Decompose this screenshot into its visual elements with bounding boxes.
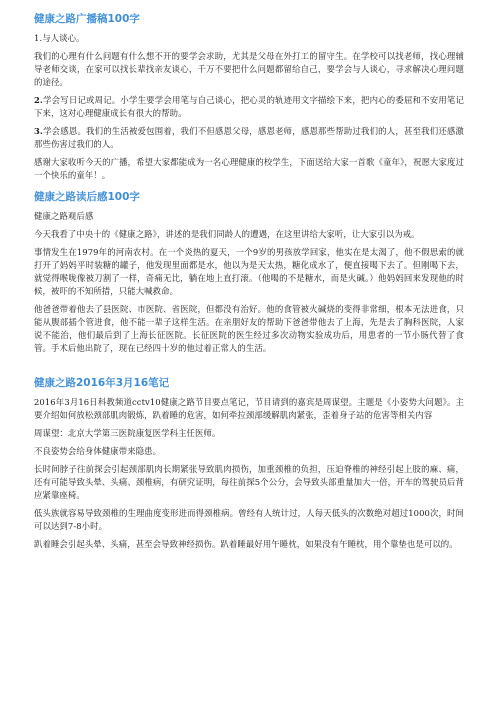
- paragraph: 不良姿势会给身体健康带来隐患。: [34, 446, 162, 456]
- paragraph: 今天我看了中央十的《健康之路》，讲述的是我们同龄人的遭遇，在这里讲给大家听，让大家引以为戒。: [34, 229, 420, 239]
- section-title-notes: 健康之路2016年3月16笔记: [34, 377, 170, 389]
- paragraph: [34, 125, 464, 151]
- list-number: 1.: [34, 33, 43, 43]
- list-number: 2.: [34, 95, 43, 105]
- paragraph: 周谋望：北京大学第三医院康复医学科主任医师。: [34, 428, 221, 438]
- paragraph: 我们的心理有什么问题有什么想不开的要学会求助，尤其是父母在外打工的留守生。在学校可以找老师，找心理辅导老师交谈，在家可以找长辈找亲友谈心，千万不要把什么问题都留给自己，要学会与人谈心，寻求解决心理问题的途径。: [34, 51, 464, 87]
- paragraph: 2016年3月16日科教频道cctv10健康之路节目要点笔记，节目请到的嘉宾是周谋望。主题是《小姿势大问题》。主要介绍如何放松颈部肌肉锻炼，趴着睡的危害，如何牵拉颈部缓解肌肉紧张，歪着身子站的危害等相关内容: [34, 397, 464, 420]
- paragraph: 健康之路观后感: [34, 211, 94, 221]
- paragraph: 长时间脖子往前探会引起颈部肌肉长期紧张导致肌肉损伤，加重颈椎的负担，压迫脊椎的神经引起上肢的麻、痛，还有可能导致头晕、头痛、颈椎病，有研究证明，每往前探5个公分，会导致头部重量加大一倍，开车的驾驶员后背应紧靠座椅。: [34, 464, 464, 500]
- document-page: [34, 12, 464, 556]
- section-title-broadcast: 健康之路广播稿100字: [34, 13, 140, 25]
- paragraph: 趴着睡会引起头晕、头痛，甚至会导致神经损伤。趴着睡最好用午睡枕，如果没有午睡枕，用个靠垫也是可以的。: [34, 539, 458, 549]
- paragraph: 低头族就容易导致颈椎的生理曲度变形进而得颈椎病。曾经有人统计过，人每天低头的次数绝对超过1000次，时间可以达到7-8小时。: [34, 508, 464, 531]
- section-title-reflection: 健康之路读后感100字: [34, 191, 140, 203]
- paragraph: [34, 94, 464, 120]
- list-number: 3.: [34, 126, 43, 136]
- paragraph: 他爸爸带着他去了县医院、市医院、省医院，但都没有治好。他的食管被火碱烧的变得非常细，根本无法进食，只能从腹部插个管进食，他不能一辈子这样生活。在亲朋好友的帮助下爸爸带他去了上海，先是去了胸科医院，人家说不能治，他们最后到了上海长征医院。长征医院的医生经过多次动物实验成功后，用患者的一节小肠代替了食管。手术后他出院了，现在已经四十岁的他过着正常人的生活。: [34, 304, 464, 353]
- paragraph: [34, 32, 464, 45]
- paragraph-text: 学会感恩。我们的生活被爱包围着，我们不但感恩父母，感恩老师，感恩那些帮助过我们的人，甚至我们还感激那些伤害过我们的人。: [34, 126, 464, 149]
- paragraph-text: 与人谈心。: [42, 33, 85, 43]
- paragraph: 感谢大家收听今天的广播，希望大家都能成为一名心理健康的校学生，下面送给大家一首歌《童年》，祝愿大家度过一个快乐的童年！。: [34, 157, 464, 180]
- paragraph-text: 学会写日记或周记。小学生要学会用笔与自己谈心，把心灵的轨迹用文字描绘下来，把内心的委屈和不安用笔记下来，这对心理健康成长有很大的帮助。: [34, 95, 464, 118]
- paragraph: 事情发生在1979年的河南农村。在一个炎热的夏天，一个9岁的男孩放学回家，他实在是太渴了，他不假思索的就打开了妈妈平时装糖的罐子，他发现里面都是水，他以为是天太热，糖化成水了，便直接喝下去了。但刚喝下去，就觉得喉咙像被刀割了一样，奇痛无比，躺在地上直打滚。（他喝的不是糖水，而是火碱。）他妈妈回来发现他的时候，被吓的不知所措，只能大喊救命。: [34, 247, 464, 296]
